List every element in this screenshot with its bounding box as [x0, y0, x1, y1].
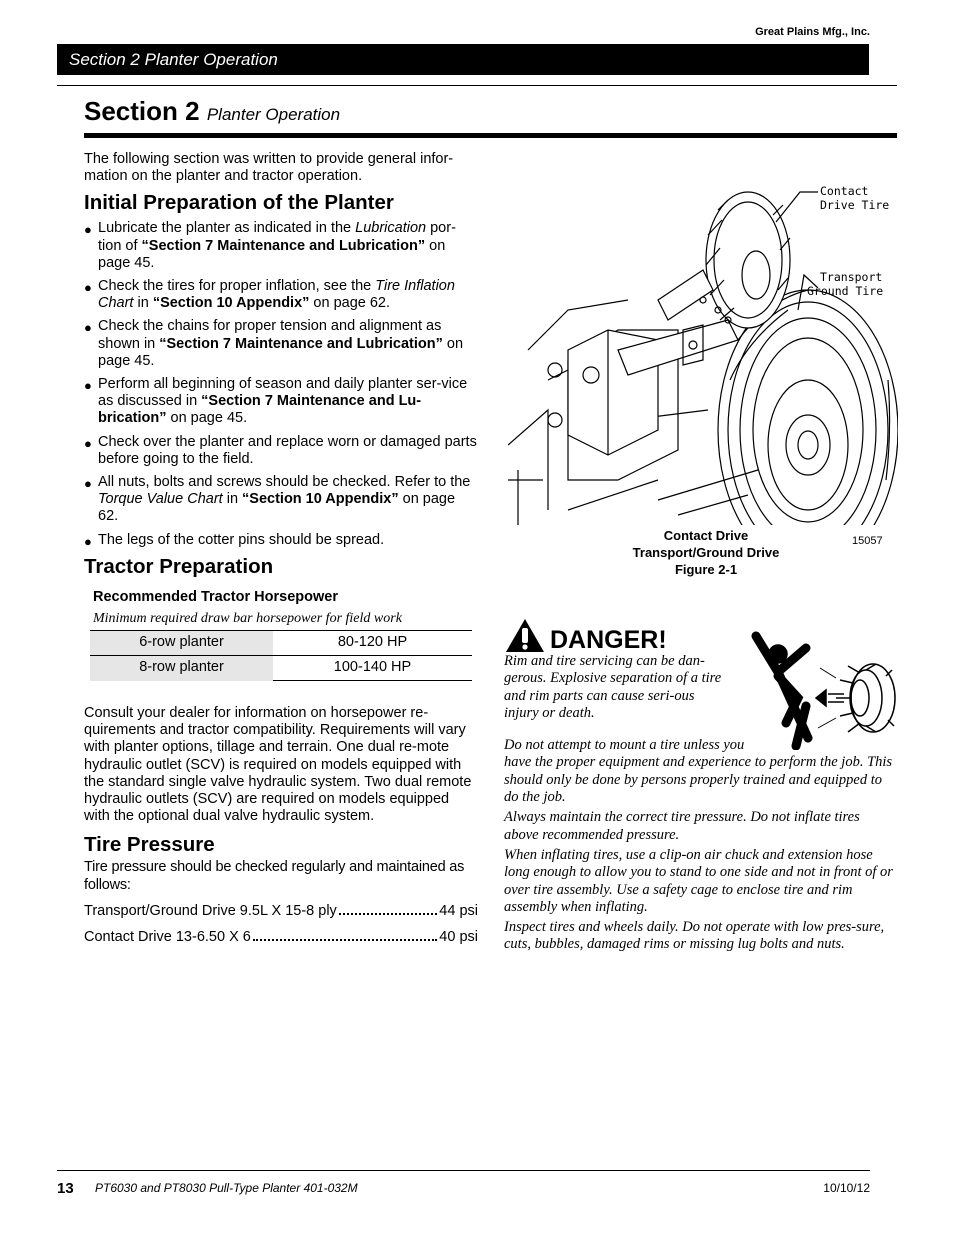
- list-item: [84, 376, 478, 428]
- list-item: [84, 318, 478, 370]
- bullet-icon: ●: [84, 280, 92, 296]
- bullet-text: Check over the planter and replace worn or damaged parts before going to the field.: [98, 433, 477, 467]
- label-contact-1: Contact: [820, 184, 869, 198]
- bullet-icon: ●: [84, 435, 92, 451]
- section-banner: Section 2 Planter Operation: [57, 44, 869, 75]
- bullet-text: Check the tires for proper inflation, see the: [98, 278, 376, 295]
- danger-paragraph: Do not attempt to mount a tire unless you: [504, 737, 745, 754]
- document-title: PT6030 and PT8030 Pull-Type Planter 401-032M: [95, 1181, 358, 1195]
- bullet-text: on page 62.: [98, 491, 456, 525]
- tire-spec-label: Contact Drive 13-6.50 X 6: [84, 929, 251, 946]
- page-title: [84, 96, 340, 127]
- bullet-text: on page 45.: [166, 410, 248, 427]
- bullet-icon: ●: [84, 222, 92, 238]
- label-contact-2: Drive Tire: [820, 198, 890, 212]
- bullet-text: “Section 7 Maintenance and Lu-brication”: [98, 393, 422, 427]
- bullet-text: “Section 7 Maintenance and Lubrication”: [159, 335, 443, 352]
- figure-caption-line: Transport/Ground Drive: [632, 545, 780, 560]
- danger-paragraph: Always maintain the correct tire pressure. Do not inflate tires above recommended pressure.: [504, 809, 860, 843]
- danger-intro: Rim and tire servicing can be dan-gerous. Explosive separation of a tire and rim parts can cause seri-ous injury or death.: [504, 653, 722, 721]
- bullet-text: Lubricate the planter as indicated in the: [98, 220, 356, 237]
- tire-spec-row: [84, 903, 478, 920]
- list-item: [84, 220, 478, 272]
- initial-prep-heading: Initial Preparation of the Planter: [84, 191, 394, 215]
- danger-paragraph: have the proper equipment and experience to perform the job. This should only be done by persons properly trained and equipped to do the job.: [504, 754, 893, 806]
- danger-title: DANGER!: [550, 626, 667, 654]
- bullet-text: The legs of the cotter pins should be spread.: [98, 531, 385, 548]
- bullet-text: Check the chains for proper tension and alignment as shown in: [98, 318, 442, 352]
- danger-paragraph: Inspect tires and wheels daily. Do not operate with low pres-sure, cuts, bubbles, damaged rims or missing lug bolts and nuts.: [504, 919, 885, 953]
- list-item: [84, 434, 478, 468]
- bullet-text: Tire Inflation Chart: [98, 278, 455, 312]
- bullet-text: in: [222, 491, 243, 508]
- label-transport-1: Transport: [820, 270, 883, 284]
- list-item: [84, 474, 478, 526]
- figure-caption: [560, 527, 852, 578]
- figure-caption-line: Figure 2-1: [674, 562, 738, 577]
- bullet-icon: ●: [84, 378, 92, 394]
- figure-caption-line: Contact Drive: [663, 528, 749, 543]
- header-rule: [57, 85, 897, 86]
- page-number: 13: [57, 1180, 74, 1197]
- bullet-text: Lubrication: [355, 220, 427, 237]
- intro-paragraph: The following section was written to provide general infor-mation on the planter and tractor operation.: [84, 151, 454, 185]
- bullet-icon: ●: [84, 533, 92, 549]
- list-item: [84, 532, 478, 549]
- bullet-text: “Section 7 Maintenance and Lubrication”: [141, 237, 426, 254]
- consult-paragraph: Consult your dealer for information on horsepower re-quirements and tractor compatibility. Requirements will vary with planter options, tillage and terrain. One dual re-mote hydraulic outlet (SCV) is required on models equipped with the standard single valve hydraulic system. Two dual remote hydraulic outlets (SCV) are required on models equipped with the optional dual valve hydraulic system.: [84, 705, 472, 825]
- hp-row-label: 6-row planter: [90, 631, 273, 656]
- bullet-text: Torque Value Chart: [98, 491, 223, 508]
- tire-spec-value: 40 psi: [439, 929, 478, 946]
- danger-paragraph: When inflating tires, use a clip-on air chuck and extension hose long enough to allow you to stand to one side and not in front of or over tire assembly. Use a safety cage to enclose tire and rim assembly when inflating.: [504, 846, 893, 915]
- company-name: Great Plains Mfg., Inc.: [755, 26, 870, 38]
- tire-pressure-heading: Tire Pressure: [84, 833, 215, 857]
- bullet-text: Perform all beginning of season and daily planter ser-vice as discussed in: [98, 376, 468, 410]
- figure-number: 15057: [852, 535, 883, 547]
- tire-spec-value: 44 psi: [439, 902, 478, 919]
- leader-dots: [339, 913, 438, 915]
- list-item: [84, 278, 478, 312]
- bullet-icon: ●: [84, 476, 92, 492]
- document-date: 10/10/12: [823, 1181, 870, 1195]
- bullet-text: “Section 10 Appendix”: [152, 295, 310, 312]
- table-row: [90, 656, 472, 681]
- bullet-text: in: [133, 295, 153, 312]
- bullet-text: por-tion of: [98, 220, 456, 254]
- tractor-prep-heading: Tractor Preparation: [84, 554, 274, 578]
- initial-prep-list: [84, 220, 478, 548]
- title-rule: [84, 133, 897, 138]
- hp-row-value: 100-140 HP: [273, 656, 472, 681]
- page-title-main: Section 2: [84, 96, 200, 126]
- tire-spec-label: Transport/Ground Drive 9.5L X 15-8 ply: [84, 902, 337, 919]
- leader-dots: [253, 939, 437, 941]
- hp-table: [90, 630, 472, 681]
- bullet-text: on page 45.: [98, 335, 464, 369]
- drive-assembly-illustration: [508, 180, 898, 525]
- danger-text: [504, 653, 897, 957]
- table-row: [90, 631, 472, 656]
- bullet-text: on page 45.: [98, 237, 446, 271]
- tire-pressure-text: Tire pressure should be checked regularly and maintained as follows:: [84, 859, 465, 893]
- footer-rule: [57, 1170, 870, 1171]
- label-transport-2: Ground Tire: [807, 284, 884, 298]
- bullet-text: All nuts, bolts and screws should be checked. Refer to the: [98, 474, 471, 491]
- hp-table-caption: Minimum required draw bar horsepower for field work: [93, 611, 402, 627]
- left-column: [84, 151, 478, 946]
- warning-triangle-icon: [505, 617, 545, 653]
- hp-row-value: 80-120 HP: [273, 631, 472, 656]
- page-title-sub: Planter Operation: [206, 105, 341, 124]
- tire-spec-row: [84, 929, 478, 946]
- bullet-text: on page 62.: [309, 295, 391, 312]
- bullet-text: “Section 10 Appendix”: [242, 491, 399, 508]
- hp-row-label: 8-row planter: [90, 656, 273, 681]
- bullet-icon: ●: [84, 320, 92, 336]
- hp-table-heading: Recommended Tractor Horsepower: [93, 588, 338, 605]
